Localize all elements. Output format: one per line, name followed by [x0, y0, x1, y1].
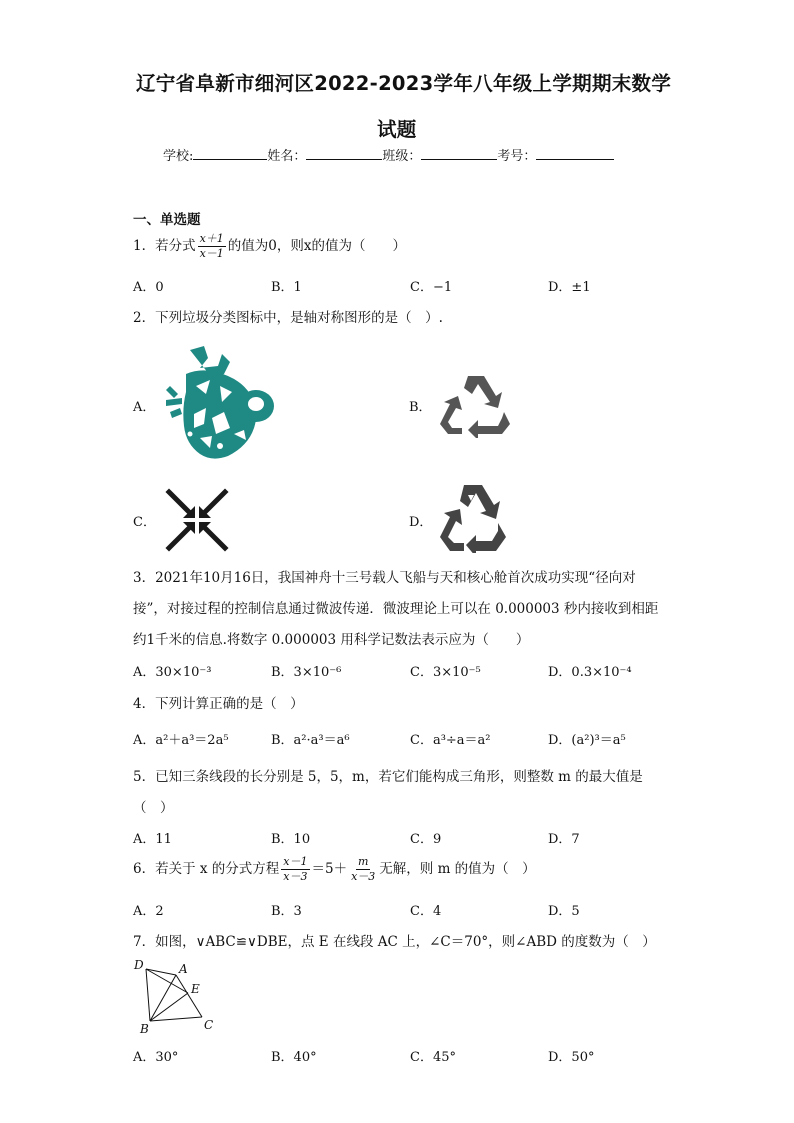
rhs-fraction: $\frac{m}{x-3}$: [351, 855, 376, 883]
q7-option-c[interactable]: C．45°: [410, 1050, 456, 1065]
document-title-line2: 试题: [377, 118, 417, 141]
q1-option-d[interactable]: D．±1: [548, 280, 591, 295]
q5-option-a[interactable]: A．11: [133, 832, 172, 847]
q6-option-d[interactable]: D．5: [548, 904, 580, 919]
question-6: 6．若关于 x 的分式方程 $\frac{x-1}{x-3}$ ＝5＋ $\frac{m}{x-3}$ 无解，则 m 的值为（ ）: [133, 855, 536, 883]
q4-option-a[interactable]: A．a²＋a³＝2a⁵: [133, 733, 229, 748]
class-blank[interactable]: [421, 147, 497, 160]
label-c: C: [204, 1018, 214, 1032]
q7-option-a[interactable]: A．30°: [133, 1050, 179, 1065]
q5-option-d[interactable]: D．7: [548, 832, 580, 847]
q4-option-d[interactable]: D．(a²)³＝a⁵: [548, 733, 626, 748]
question-5-line2: （ ）: [133, 800, 174, 816]
lhs-fraction: $\frac{x-1}{x-3}$: [283, 855, 308, 883]
q4-option-c[interactable]: C．a³÷a＝a²: [410, 733, 491, 748]
q1-option-c[interactable]: C．−1: [410, 280, 453, 295]
q5-option-b[interactable]: B．10: [271, 832, 311, 847]
name-label: 姓名：: [267, 149, 307, 164]
label-e: E: [191, 982, 200, 996]
q3-option-d[interactable]: D．0.3×10⁻⁴: [548, 665, 632, 680]
question-3-line2: 接”，对接过程的控制信息通过微波传递．微波理论上可以在 0.000003 秒内接收到相距: [133, 601, 659, 617]
q3-option-c[interactable]: C．3×10⁻⁵: [410, 665, 481, 680]
class-label: 班级：: [382, 149, 422, 164]
school-blank[interactable]: [193, 147, 267, 160]
q7-option-d[interactable]: D．50°: [548, 1050, 595, 1065]
question-5-line1: 5．已知三条线段的长分别是 5，5，m，若它们能构成三角形，则整数 m 的最大值是: [133, 769, 643, 785]
q1-option-a[interactable]: A．0: [133, 280, 164, 295]
question-4: 4．下列计算正确的是（ ）: [133, 696, 304, 712]
q2-option-d[interactable]: D．: [409, 515, 433, 530]
q7-option-b[interactable]: B．40°: [271, 1050, 317, 1065]
recycle-triangle-icon: [438, 372, 514, 438]
q4-option-b[interactable]: B．a²·a³＝a⁶: [271, 733, 350, 748]
student-info-row: [163, 145, 614, 164]
q3-option-a[interactable]: A．30×10⁻³: [133, 665, 212, 680]
question-2: 2．下列垃圾分类图标中，是轴对称图形的是（ ）.: [133, 310, 443, 326]
compress-arrows-icon: [165, 488, 229, 552]
question-3-line3: 约1千米的信息.将数字 0.000003 用科学记数法表示应为（ ）: [133, 632, 530, 648]
question-1: 1．若分式 $\frac{x+1}{x-1}$ 的值为0，则x的值为（ ）: [133, 232, 406, 260]
q6-option-c[interactable]: C．4: [410, 904, 442, 919]
kitchen-waste-icon: [160, 342, 280, 464]
label-b: B: [140, 1022, 149, 1036]
q3-option-b[interactable]: B．3×10⁻⁶: [271, 665, 342, 680]
q2-option-a[interactable]: A．: [133, 400, 156, 415]
q5-option-c[interactable]: C．9: [410, 832, 442, 847]
q6-option-a[interactable]: A．2: [133, 904, 164, 919]
q2-option-c[interactable]: C．: [133, 515, 156, 530]
section-heading: 一、单选题: [133, 212, 201, 228]
label-d: D: [134, 958, 144, 972]
recycle-arrows-icon: [438, 481, 508, 553]
exam-no-label: 考号：: [497, 149, 537, 164]
question-7: 7．如图，∨ABC≌∨DBE，点 E 在线段 AC 上，∠C＝70°，则∠ABD 的度数为（ ）: [133, 934, 656, 950]
fraction: $\frac{x+1}{x-1}$: [199, 232, 224, 260]
question-3-line1: 3．2021年10月16日，我国神舟十三号载人飞船与天和核心舱首次成功实现“径向对: [133, 570, 636, 586]
triangle-figure: [128, 955, 228, 1037]
document-title: 辽宁省阜新市细河区2022-2023学年八年级上学期期末数学: [136, 72, 672, 95]
q1-option-b[interactable]: B．1: [271, 280, 302, 295]
label-a: A: [179, 962, 188, 976]
q2-option-b[interactable]: B．: [409, 400, 432, 415]
school-label: 学校:: [163, 149, 194, 164]
exam-no-blank[interactable]: [536, 147, 614, 160]
name-blank[interactable]: [306, 147, 382, 160]
q6-option-b[interactable]: B．3: [271, 904, 302, 919]
